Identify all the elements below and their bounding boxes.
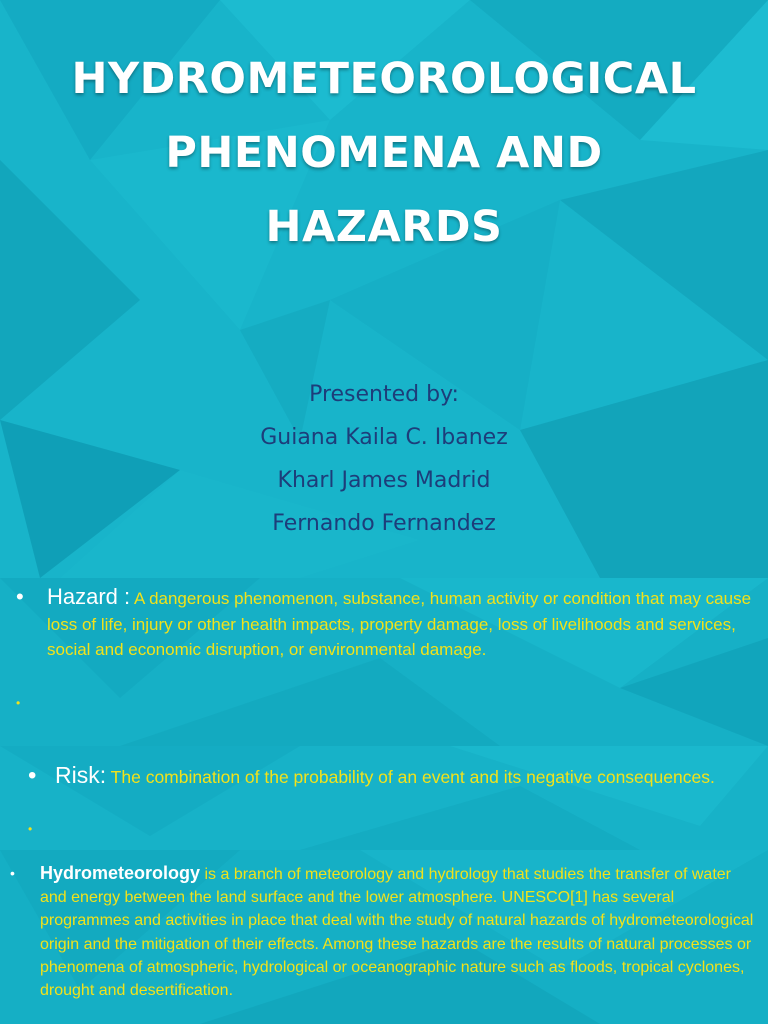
presenter-name: Fernando Fernandez (272, 511, 496, 536)
title-line: HYDROMETEOROLOGICAL (71, 54, 697, 104)
hazard-slide (0, 578, 768, 746)
risk-definition: The combination of the probability of an event and its negative consequences. (106, 767, 715, 787)
presenters-block (0, 373, 768, 545)
hydrometeorology-definition: is a branch of meteorology and hydrology that studies the transfer of water and energy between the land surface and the lower atmosphere. UNESCO[1] has several programmes and activities in place that deal with the study of natural hazards of hydrometeorological origin and the mitigation of their effects. Among these hazards are the results of natural processes or phenomena of atmospheric, hydrological or oceanographic nature such as floods, tropical cyclones, drought and desertification. (40, 866, 754, 1000)
risk-slide (0, 746, 768, 850)
empty-bullet: • (28, 822, 33, 836)
presenter-name: Kharl James Madrid (277, 468, 491, 493)
hydrometeorology-slide (0, 850, 768, 1024)
presented-by-label: Presented by: (309, 382, 459, 407)
bullet-dot: • (10, 865, 15, 881)
hazard-term: Hazard : (47, 584, 131, 609)
presenter-name: Guiana Kaila C. Ibanez (260, 425, 508, 450)
hazard-definition: A dangerous phenomenon, substance, human activity or condition that may cause loss of life, injury or other health impacts, property damage, loss of livelihoods and services, social and economic disruption, or environmental damage. (47, 589, 752, 659)
risk-term: Risk: (55, 762, 107, 788)
hazard-bullet (16, 584, 764, 663)
bullet-dot: • (16, 584, 24, 609)
slide-title (0, 42, 768, 264)
bullet-dot: • (28, 762, 37, 789)
title-line: PHENOMENA AND (165, 128, 603, 178)
hydrometeorology-bullet (10, 862, 760, 1002)
title-line: HAZARDS (265, 202, 503, 252)
risk-bullet (28, 762, 758, 791)
hydrometeorology-term: Hydrometeorology (40, 863, 201, 883)
empty-bullet: • (16, 696, 21, 710)
